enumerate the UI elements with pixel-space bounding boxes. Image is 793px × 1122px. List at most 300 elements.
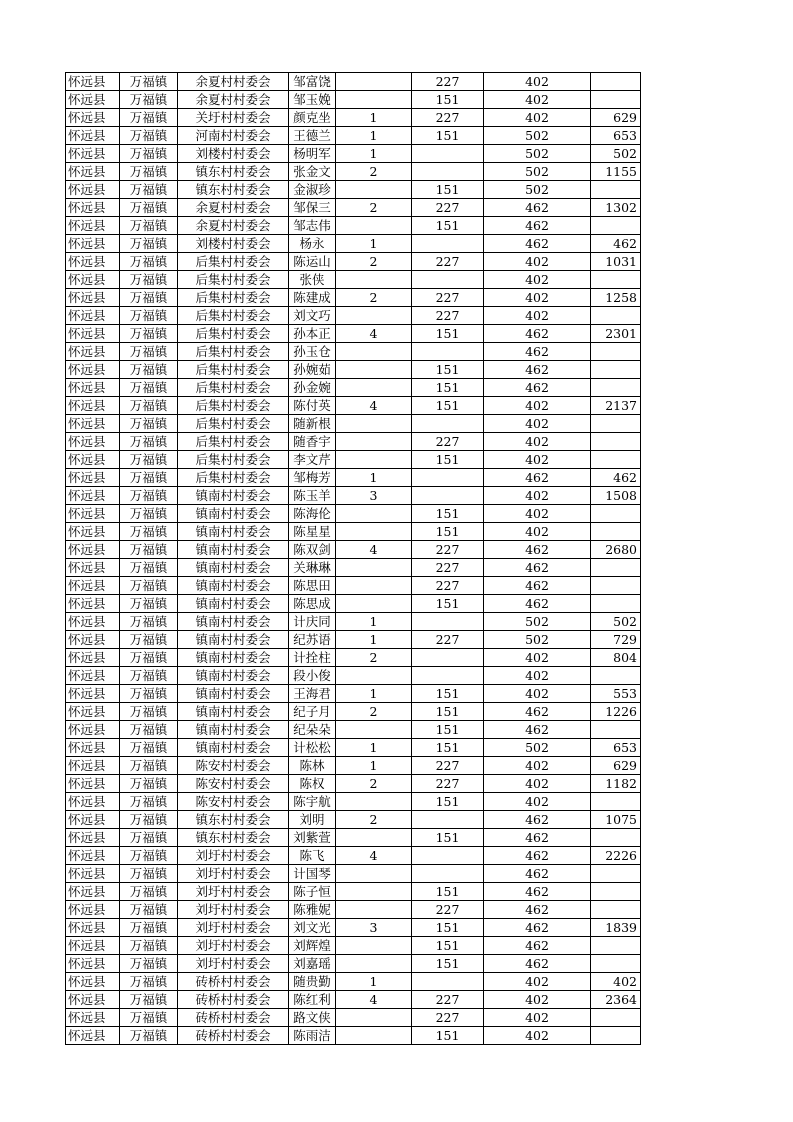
amount-a-cell bbox=[412, 145, 484, 163]
village-cell: 镇南村村委会 bbox=[178, 541, 289, 559]
village-cell: 镇南村村委会 bbox=[178, 721, 289, 739]
name-cell: 纪子月 bbox=[289, 703, 336, 721]
amount-a-cell: 227 bbox=[412, 307, 484, 325]
county-cell: 怀远县 bbox=[66, 361, 120, 379]
total-cell bbox=[591, 181, 641, 199]
village-cell: 镇南村村委会 bbox=[178, 631, 289, 649]
county-cell: 怀远县 bbox=[66, 235, 120, 253]
table-row bbox=[66, 271, 641, 289]
amount-a-cell: 151 bbox=[412, 829, 484, 847]
county-cell: 怀远县 bbox=[66, 667, 120, 685]
amount-b-cell: 462 bbox=[484, 847, 591, 865]
town-cell: 万福镇 bbox=[120, 307, 178, 325]
total-cell bbox=[591, 667, 641, 685]
amount-a-cell: 151 bbox=[412, 883, 484, 901]
county-cell: 怀远县 bbox=[66, 253, 120, 271]
member-count-cell bbox=[336, 577, 412, 595]
amount-a-cell bbox=[412, 235, 484, 253]
total-cell: 2364 bbox=[591, 991, 641, 1009]
table-body bbox=[66, 73, 641, 1045]
amount-b-cell: 502 bbox=[484, 181, 591, 199]
member-count-cell bbox=[336, 1027, 412, 1045]
table-row bbox=[66, 73, 641, 91]
total-cell bbox=[591, 883, 641, 901]
amount-a-cell: 227 bbox=[412, 991, 484, 1009]
table-row bbox=[66, 847, 641, 865]
total-cell: 1839 bbox=[591, 919, 641, 937]
member-count-cell bbox=[336, 361, 412, 379]
table-row bbox=[66, 109, 641, 127]
village-cell: 镇南村村委会 bbox=[178, 577, 289, 595]
village-cell: 镇东村村委会 bbox=[178, 811, 289, 829]
amount-b-cell: 402 bbox=[484, 91, 591, 109]
member-count-cell bbox=[336, 523, 412, 541]
amount-a-cell: 151 bbox=[412, 361, 484, 379]
amount-b-cell: 462 bbox=[484, 235, 591, 253]
amount-a-cell bbox=[412, 163, 484, 181]
town-cell: 万福镇 bbox=[120, 271, 178, 289]
table-row bbox=[66, 739, 641, 757]
amount-b-cell: 462 bbox=[484, 199, 591, 217]
table-row bbox=[66, 487, 641, 505]
amount-b-cell: 402 bbox=[484, 775, 591, 793]
total-cell: 629 bbox=[591, 109, 641, 127]
total-cell bbox=[591, 307, 641, 325]
table-row bbox=[66, 541, 641, 559]
total-cell bbox=[591, 451, 641, 469]
member-count-cell bbox=[336, 937, 412, 955]
amount-b-cell: 402 bbox=[484, 973, 591, 991]
amount-a-cell bbox=[412, 811, 484, 829]
county-cell: 怀远县 bbox=[66, 415, 120, 433]
amount-a-cell: 227 bbox=[412, 1009, 484, 1027]
total-cell bbox=[591, 901, 641, 919]
village-cell: 镇东村村委会 bbox=[178, 181, 289, 199]
amount-b-cell: 462 bbox=[484, 361, 591, 379]
name-cell: 邹玉娩 bbox=[289, 91, 336, 109]
village-cell: 后集村村委会 bbox=[178, 433, 289, 451]
name-cell: 陈双剑 bbox=[289, 541, 336, 559]
table-row bbox=[66, 973, 641, 991]
amount-a-cell: 227 bbox=[412, 109, 484, 127]
total-cell bbox=[591, 91, 641, 109]
town-cell: 万福镇 bbox=[120, 199, 178, 217]
amount-b-cell: 402 bbox=[484, 793, 591, 811]
table-row bbox=[66, 721, 641, 739]
member-count-cell bbox=[336, 307, 412, 325]
total-cell: 1226 bbox=[591, 703, 641, 721]
member-count-cell bbox=[336, 667, 412, 685]
table-row bbox=[66, 631, 641, 649]
amount-a-cell: 227 bbox=[412, 73, 484, 91]
town-cell: 万福镇 bbox=[120, 127, 178, 145]
town-cell: 万福镇 bbox=[120, 145, 178, 163]
total-cell: 653 bbox=[591, 127, 641, 145]
county-cell: 怀远县 bbox=[66, 595, 120, 613]
village-cell: 陈安村村委会 bbox=[178, 757, 289, 775]
amount-b-cell: 462 bbox=[484, 577, 591, 595]
total-cell bbox=[591, 361, 641, 379]
total-cell bbox=[591, 379, 641, 397]
table-row bbox=[66, 451, 641, 469]
county-cell: 怀远县 bbox=[66, 739, 120, 757]
county-cell: 怀远县 bbox=[66, 919, 120, 937]
amount-a-cell: 151 bbox=[412, 793, 484, 811]
amount-b-cell: 462 bbox=[484, 379, 591, 397]
amount-a-cell: 227 bbox=[412, 577, 484, 595]
town-cell: 万福镇 bbox=[120, 811, 178, 829]
town-cell: 万福镇 bbox=[120, 505, 178, 523]
county-cell: 怀远县 bbox=[66, 91, 120, 109]
village-cell: 后集村村委会 bbox=[178, 451, 289, 469]
member-count-cell: 1 bbox=[336, 613, 412, 631]
total-cell bbox=[591, 577, 641, 595]
county-cell: 怀远县 bbox=[66, 487, 120, 505]
village-cell: 镇南村村委会 bbox=[178, 685, 289, 703]
town-cell: 万福镇 bbox=[120, 217, 178, 235]
table-row bbox=[66, 703, 641, 721]
amount-b-cell: 402 bbox=[484, 649, 591, 667]
amount-b-cell: 462 bbox=[484, 595, 591, 613]
table-row bbox=[66, 793, 641, 811]
village-cell: 后集村村委会 bbox=[178, 379, 289, 397]
table-row bbox=[66, 361, 641, 379]
member-count-cell bbox=[336, 955, 412, 973]
town-cell: 万福镇 bbox=[120, 829, 178, 847]
amount-a-cell: 151 bbox=[412, 703, 484, 721]
table-row bbox=[66, 145, 641, 163]
town-cell: 万福镇 bbox=[120, 289, 178, 307]
table-row bbox=[66, 559, 641, 577]
member-count-cell: 1 bbox=[336, 145, 412, 163]
town-cell: 万福镇 bbox=[120, 577, 178, 595]
amount-a-cell bbox=[412, 343, 484, 361]
amount-b-cell: 402 bbox=[484, 289, 591, 307]
amount-a-cell: 151 bbox=[412, 127, 484, 145]
amount-a-cell: 151 bbox=[412, 955, 484, 973]
town-cell: 万福镇 bbox=[120, 919, 178, 937]
table-row bbox=[66, 649, 641, 667]
town-cell: 万福镇 bbox=[120, 883, 178, 901]
total-cell bbox=[591, 73, 641, 91]
name-cell: 杨明军 bbox=[289, 145, 336, 163]
county-cell: 怀远县 bbox=[66, 199, 120, 217]
amount-b-cell: 462 bbox=[484, 811, 591, 829]
table-row bbox=[66, 1009, 641, 1027]
table-row bbox=[66, 307, 641, 325]
town-cell: 万福镇 bbox=[120, 415, 178, 433]
county-cell: 怀远县 bbox=[66, 433, 120, 451]
member-count-cell bbox=[336, 1009, 412, 1027]
amount-a-cell: 151 bbox=[412, 1027, 484, 1045]
village-cell: 后集村村委会 bbox=[178, 469, 289, 487]
member-count-cell: 2 bbox=[336, 163, 412, 181]
name-cell: 陈建成 bbox=[289, 289, 336, 307]
town-cell: 万福镇 bbox=[120, 739, 178, 757]
table-row bbox=[66, 865, 641, 883]
amount-a-cell: 151 bbox=[412, 721, 484, 739]
amount-a-cell: 151 bbox=[412, 217, 484, 235]
total-cell bbox=[591, 505, 641, 523]
data-table bbox=[65, 72, 641, 1045]
table-row bbox=[66, 811, 641, 829]
amount-b-cell: 402 bbox=[484, 109, 591, 127]
county-cell: 怀远县 bbox=[66, 955, 120, 973]
name-cell: 陈运山 bbox=[289, 253, 336, 271]
table-row bbox=[66, 991, 641, 1009]
amount-b-cell: 462 bbox=[484, 343, 591, 361]
county-cell: 怀远县 bbox=[66, 865, 120, 883]
county-cell: 怀远县 bbox=[66, 1027, 120, 1045]
name-cell: 杨永 bbox=[289, 235, 336, 253]
member-count-cell: 2 bbox=[336, 775, 412, 793]
village-cell: 镇南村村委会 bbox=[178, 649, 289, 667]
town-cell: 万福镇 bbox=[120, 775, 178, 793]
member-count-cell bbox=[336, 865, 412, 883]
town-cell: 万福镇 bbox=[120, 649, 178, 667]
amount-a-cell: 151 bbox=[412, 685, 484, 703]
county-cell: 怀远县 bbox=[66, 703, 120, 721]
village-cell: 镇南村村委会 bbox=[178, 559, 289, 577]
town-cell: 万福镇 bbox=[120, 109, 178, 127]
amount-a-cell: 151 bbox=[412, 505, 484, 523]
total-cell bbox=[591, 433, 641, 451]
village-cell: 余夏村村委会 bbox=[178, 199, 289, 217]
amount-b-cell: 462 bbox=[484, 829, 591, 847]
member-count-cell bbox=[336, 451, 412, 469]
member-count-cell: 3 bbox=[336, 487, 412, 505]
village-cell: 镇东村村委会 bbox=[178, 163, 289, 181]
name-cell: 纪苏语 bbox=[289, 631, 336, 649]
village-cell: 刘圩村村委会 bbox=[178, 865, 289, 883]
name-cell: 王德兰 bbox=[289, 127, 336, 145]
town-cell: 万福镇 bbox=[120, 847, 178, 865]
total-cell: 502 bbox=[591, 145, 641, 163]
total-cell bbox=[591, 595, 641, 613]
amount-b-cell: 462 bbox=[484, 469, 591, 487]
name-cell: 随香宇 bbox=[289, 433, 336, 451]
village-cell: 镇南村村委会 bbox=[178, 739, 289, 757]
amount-b-cell: 502 bbox=[484, 739, 591, 757]
amount-a-cell: 227 bbox=[412, 199, 484, 217]
amount-a-cell bbox=[412, 415, 484, 433]
name-cell: 纪朵朵 bbox=[289, 721, 336, 739]
village-cell: 余夏村村委会 bbox=[178, 73, 289, 91]
town-cell: 万福镇 bbox=[120, 631, 178, 649]
county-cell: 怀远县 bbox=[66, 217, 120, 235]
total-cell bbox=[591, 523, 641, 541]
name-cell: 计松松 bbox=[289, 739, 336, 757]
table-row bbox=[66, 469, 641, 487]
amount-b-cell: 462 bbox=[484, 865, 591, 883]
total-cell bbox=[591, 1009, 641, 1027]
county-cell: 怀远县 bbox=[66, 631, 120, 649]
member-count-cell bbox=[336, 379, 412, 397]
village-cell: 后集村村委会 bbox=[178, 289, 289, 307]
amount-a-cell: 227 bbox=[412, 433, 484, 451]
name-cell: 刘嘉瑶 bbox=[289, 955, 336, 973]
village-cell: 刘圩村村委会 bbox=[178, 883, 289, 901]
village-cell: 镇南村村委会 bbox=[178, 595, 289, 613]
name-cell: 邹富饶 bbox=[289, 73, 336, 91]
county-cell: 怀远县 bbox=[66, 181, 120, 199]
name-cell: 计国琴 bbox=[289, 865, 336, 883]
member-count-cell: 1 bbox=[336, 631, 412, 649]
name-cell: 陈思成 bbox=[289, 595, 336, 613]
village-cell: 镇东村村委会 bbox=[178, 829, 289, 847]
table-row bbox=[66, 397, 641, 415]
member-count-cell: 4 bbox=[336, 991, 412, 1009]
amount-a-cell: 227 bbox=[412, 901, 484, 919]
amount-b-cell: 502 bbox=[484, 145, 591, 163]
table-row bbox=[66, 595, 641, 613]
village-cell: 关圩村村委会 bbox=[178, 109, 289, 127]
town-cell: 万福镇 bbox=[120, 1009, 178, 1027]
name-cell: 孙金婉 bbox=[289, 379, 336, 397]
town-cell: 万福镇 bbox=[120, 361, 178, 379]
name-cell: 陈付英 bbox=[289, 397, 336, 415]
amount-b-cell: 402 bbox=[484, 433, 591, 451]
name-cell: 王海君 bbox=[289, 685, 336, 703]
amount-a-cell: 227 bbox=[412, 289, 484, 307]
county-cell: 怀远县 bbox=[66, 271, 120, 289]
village-cell: 刘圩村村委会 bbox=[178, 901, 289, 919]
county-cell: 怀远县 bbox=[66, 145, 120, 163]
table-row bbox=[66, 505, 641, 523]
member-count-cell: 2 bbox=[336, 253, 412, 271]
member-count-cell bbox=[336, 415, 412, 433]
amount-b-cell: 462 bbox=[484, 325, 591, 343]
village-cell: 砖桥村村委会 bbox=[178, 1027, 289, 1045]
county-cell: 怀远县 bbox=[66, 469, 120, 487]
county-cell: 怀远县 bbox=[66, 73, 120, 91]
total-cell bbox=[591, 793, 641, 811]
total-cell: 1258 bbox=[591, 289, 641, 307]
county-cell: 怀远县 bbox=[66, 451, 120, 469]
town-cell: 万福镇 bbox=[120, 451, 178, 469]
name-cell: 陈宇航 bbox=[289, 793, 336, 811]
county-cell: 怀远县 bbox=[66, 325, 120, 343]
county-cell: 怀远县 bbox=[66, 163, 120, 181]
table-row bbox=[66, 577, 641, 595]
member-count-cell: 3 bbox=[336, 919, 412, 937]
village-cell: 镇南村村委会 bbox=[178, 703, 289, 721]
name-cell: 陈雨洁 bbox=[289, 1027, 336, 1045]
town-cell: 万福镇 bbox=[120, 991, 178, 1009]
total-cell bbox=[591, 343, 641, 361]
amount-b-cell: 502 bbox=[484, 631, 591, 649]
member-count-cell bbox=[336, 73, 412, 91]
amount-a-cell bbox=[412, 847, 484, 865]
county-cell: 怀远县 bbox=[66, 613, 120, 631]
town-cell: 万福镇 bbox=[120, 1027, 178, 1045]
member-count-cell: 1 bbox=[336, 109, 412, 127]
total-cell: 1155 bbox=[591, 163, 641, 181]
county-cell: 怀远县 bbox=[66, 811, 120, 829]
amount-a-cell bbox=[412, 613, 484, 631]
amount-b-cell: 402 bbox=[484, 487, 591, 505]
name-cell: 计拴柱 bbox=[289, 649, 336, 667]
amount-a-cell bbox=[412, 469, 484, 487]
town-cell: 万福镇 bbox=[120, 469, 178, 487]
town-cell: 万福镇 bbox=[120, 253, 178, 271]
village-cell: 砖桥村村委会 bbox=[178, 1009, 289, 1027]
town-cell: 万福镇 bbox=[120, 73, 178, 91]
village-cell: 余夏村村委会 bbox=[178, 217, 289, 235]
member-count-cell: 4 bbox=[336, 325, 412, 343]
name-cell: 刘辉煌 bbox=[289, 937, 336, 955]
member-count-cell bbox=[336, 721, 412, 739]
village-cell: 后集村村委会 bbox=[178, 361, 289, 379]
member-count-cell: 1 bbox=[336, 235, 412, 253]
table-row bbox=[66, 163, 641, 181]
village-cell: 镇南村村委会 bbox=[178, 613, 289, 631]
town-cell: 万福镇 bbox=[120, 865, 178, 883]
county-cell: 怀远县 bbox=[66, 577, 120, 595]
amount-b-cell: 402 bbox=[484, 991, 591, 1009]
amount-b-cell: 402 bbox=[484, 253, 591, 271]
table-row bbox=[66, 901, 641, 919]
member-count-cell bbox=[336, 829, 412, 847]
village-cell: 刘圩村村委会 bbox=[178, 955, 289, 973]
county-cell: 怀远县 bbox=[66, 973, 120, 991]
total-cell: 1302 bbox=[591, 199, 641, 217]
county-cell: 怀远县 bbox=[66, 343, 120, 361]
amount-a-cell: 151 bbox=[412, 397, 484, 415]
member-count-cell bbox=[336, 595, 412, 613]
village-cell: 陈安村村委会 bbox=[178, 793, 289, 811]
member-count-cell: 2 bbox=[336, 199, 412, 217]
amount-a-cell: 151 bbox=[412, 181, 484, 199]
county-cell: 怀远县 bbox=[66, 991, 120, 1009]
amount-a-cell bbox=[412, 487, 484, 505]
table-row bbox=[66, 433, 641, 451]
name-cell: 颜克坐 bbox=[289, 109, 336, 127]
village-cell: 砖桥村村委会 bbox=[178, 973, 289, 991]
town-cell: 万福镇 bbox=[120, 343, 178, 361]
name-cell: 路文侠 bbox=[289, 1009, 336, 1027]
amount-b-cell: 462 bbox=[484, 703, 591, 721]
name-cell: 刘紫萱 bbox=[289, 829, 336, 847]
amount-b-cell: 402 bbox=[484, 451, 591, 469]
table-row bbox=[66, 91, 641, 109]
town-cell: 万福镇 bbox=[120, 163, 178, 181]
name-cell: 陈星星 bbox=[289, 523, 336, 541]
village-cell: 镇南村村委会 bbox=[178, 523, 289, 541]
member-count-cell bbox=[336, 217, 412, 235]
amount-a-cell: 151 bbox=[412, 739, 484, 757]
town-cell: 万福镇 bbox=[120, 523, 178, 541]
town-cell: 万福镇 bbox=[120, 595, 178, 613]
total-cell: 402 bbox=[591, 973, 641, 991]
table-row bbox=[66, 181, 641, 199]
total-cell bbox=[591, 271, 641, 289]
name-cell: 陈子恒 bbox=[289, 883, 336, 901]
table-row bbox=[66, 919, 641, 937]
table-row bbox=[66, 379, 641, 397]
member-count-cell bbox=[336, 91, 412, 109]
county-cell: 怀远县 bbox=[66, 559, 120, 577]
member-count-cell: 4 bbox=[336, 541, 412, 559]
member-count-cell bbox=[336, 181, 412, 199]
village-cell: 后集村村委会 bbox=[178, 271, 289, 289]
amount-b-cell: 402 bbox=[484, 271, 591, 289]
amount-b-cell: 402 bbox=[484, 685, 591, 703]
member-count-cell: 2 bbox=[336, 811, 412, 829]
county-cell: 怀远县 bbox=[66, 505, 120, 523]
village-cell: 余夏村村委会 bbox=[178, 91, 289, 109]
member-count-cell bbox=[336, 883, 412, 901]
